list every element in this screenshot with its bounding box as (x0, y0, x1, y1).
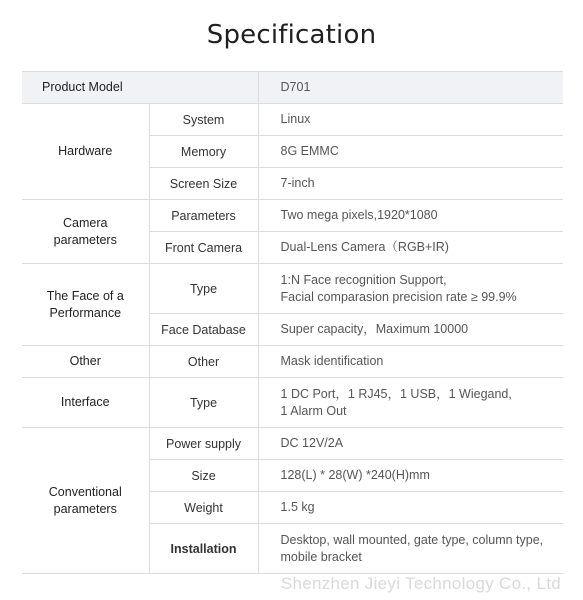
value-line: mobile bracket (280, 549, 362, 564)
table-row (22, 200, 563, 232)
param-cell: Screen Size (149, 168, 258, 200)
param-cell: Other (149, 346, 258, 378)
category-cell: Camera parameters (22, 200, 149, 264)
param-cell: Face Database (149, 314, 258, 346)
param-cell: Power supply (149, 428, 258, 460)
value-cell: DC 12V/2A (258, 428, 563, 460)
category-cell: Other (22, 346, 149, 378)
value-line: Facial comparasion precision rate ≥ 99.9% (280, 289, 517, 304)
value-line: Desktop, wall mounted, gate type, column type, (280, 532, 544, 547)
value-cell: 7-inch (258, 168, 563, 200)
value-line: 1 Alarm Out (280, 403, 347, 418)
company-watermark: Shenzhen Jieyi Technology Co., Ltd (280, 574, 561, 593)
value-cell (258, 524, 563, 574)
table-row (22, 428, 563, 460)
param-cell: Memory (149, 136, 258, 168)
value-cell: 1.5 kg (258, 492, 563, 524)
value-cell: Super capacity，Maximum 10000 (258, 314, 563, 346)
table-row (22, 104, 563, 136)
param-cell: System (149, 104, 258, 136)
value-line: 1:N Face recognition Support, (280, 272, 447, 287)
value-cell (258, 378, 563, 428)
value-cell: Mask identification (258, 346, 563, 378)
table-row (22, 264, 563, 314)
param-cell: Size (149, 460, 258, 492)
param-cell: Installation (149, 524, 258, 574)
table-row (22, 346, 563, 378)
param-cell: Front Camera (149, 232, 258, 264)
value-cell: Linux (258, 104, 563, 136)
category-cell: The Face of a Performance (22, 264, 149, 346)
page-title: Specification (206, 20, 377, 50)
value-cell: Dual-Lens Camera（RGB+IR) (258, 232, 563, 264)
category-cell: Conventional parameters (22, 428, 149, 574)
value-cell: 128(L) * 28(W) *240(H)mm (258, 460, 563, 492)
category-cell: Hardware (22, 104, 149, 200)
table-row (22, 378, 563, 428)
value-cell (258, 264, 563, 314)
header-value: D701 (258, 72, 563, 104)
category-cell: Interface (22, 378, 149, 428)
param-cell: Type (149, 264, 258, 314)
header-label: Product Model (22, 72, 258, 104)
value-line: 1 DC Port，1 RJ45，1 USB，1 Wiegand, (280, 386, 512, 401)
value-cell: 8G EMMC (258, 136, 563, 168)
param-cell: Type (149, 378, 258, 428)
table-header-row (22, 72, 563, 104)
value-cell: Two mega pixels,1920*1080 (258, 200, 563, 232)
param-cell: Weight (149, 492, 258, 524)
param-cell: Parameters (149, 200, 258, 232)
specification-table (22, 71, 563, 574)
